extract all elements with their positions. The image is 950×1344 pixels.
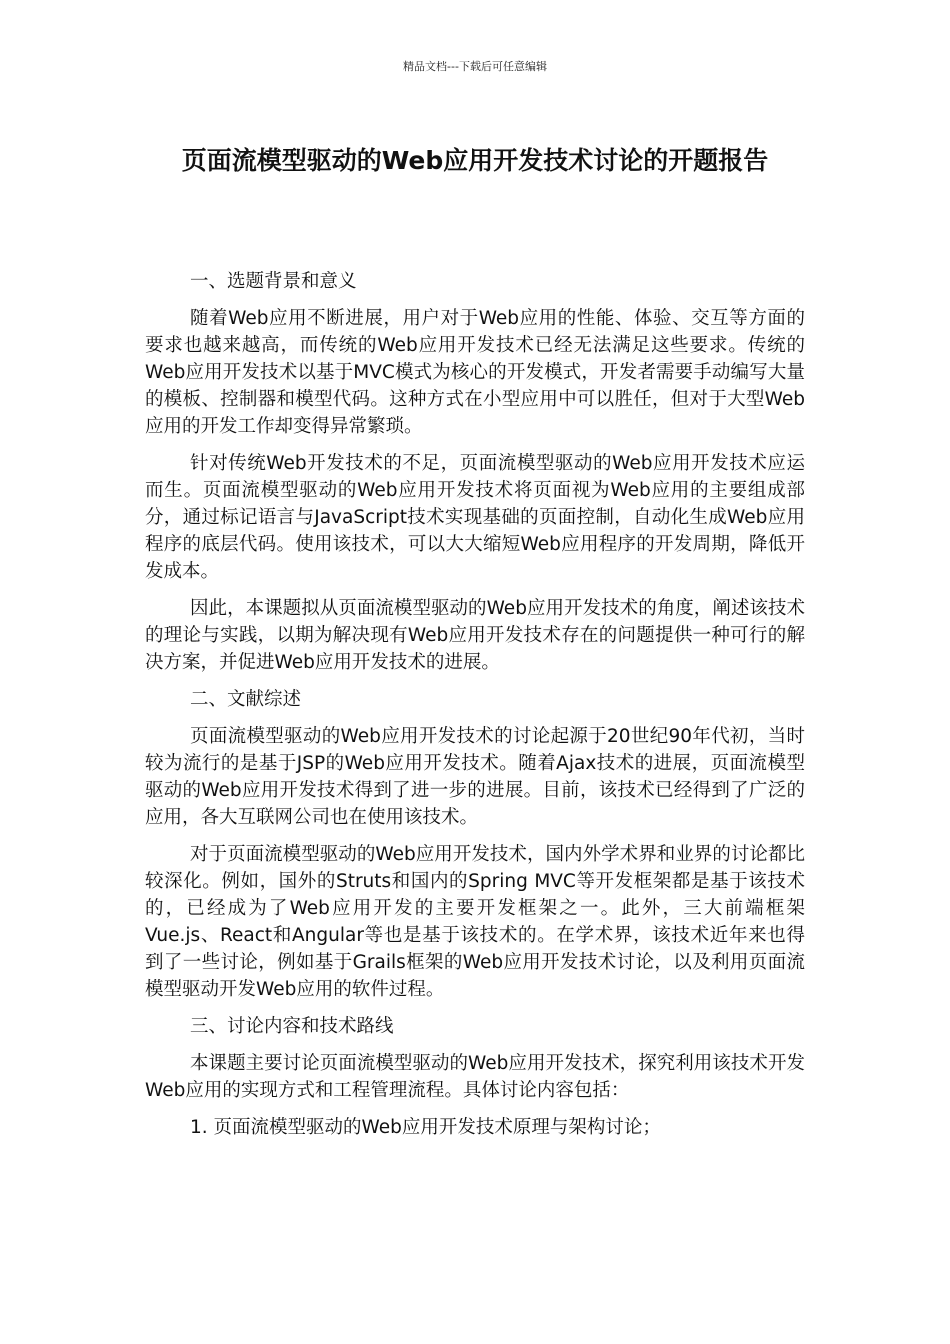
document-title: 页面流模型驱动的Web应用开发技术讨论的开题报告	[181, 146, 769, 175]
section-heading: 二、文献综述	[190, 689, 302, 710]
section-heading: 一、选题背景和意义	[190, 271, 357, 292]
paragraph: 随着Web应用不断进展，用户对于Web应用的性能、体验、交互等方面的要求也越来越高，而传统的Web应用开发技术已经无法满足这些要求。传统的Web应用开发技术以基于MVC模式为核心的开发模式，开发者需要手动编写大量的模板、控制器和模型代码。这种方式在小型应用中可以胜任，但对于大型Web应用的开发工作却变得异常繁琐。	[145, 308, 805, 437]
paragraph: 因此，本课题拟从页面流模型驱动的Web应用开发技术的角度，阐述该技术的理论与实践，以期为解决现有Web应用开发技术存在的问题提供一种可行的解决方案，并促进Web应用开发技术的进展。	[145, 598, 805, 673]
document-body	[145, 268, 805, 1151]
paragraph: 针对传统Web开发技术的不足，页面流模型驱动的Web应用开发技术应运而生。页面流模型驱动的Web应用开发技术将页面视为Web应用的主要组成部分，通过标记语言与JavaScript技术实现基础的页面控制，自动化生成Web应用程序的底层代码。使用该技术，可以大大缩短Web应用程序的开发周期，降低开发成本。	[145, 453, 805, 582]
paragraph: 对于页面流模型驱动的Web应用开发技术，国内外学术界和业界的讨论都比较深化。例如，国外的Struts和国内的Spring MVC等开发框架都是基于该技术的，已经成为了Web应用开发的主要开发框架之一。此外，三大前端框架Vue.js、React和Angular等也是基于该技术的。在学术界，该技术近年来也得到了一些讨论，例如基于Grails框架的Web应用开发技术讨论，以及利用页面流模型驱动开发Web应用的软件过程。	[145, 844, 805, 1000]
paragraph: 页面流模型驱动的Web应用开发技术的讨论起源于20世纪90年代初，当时较为流行的是基于JSP的Web应用开发技术。随着Ajax技术的进展，页面流模型驱动的Web应用开发技术得到了进一步的进展。目前，该技术已经得到了广泛的应用，各大互联网公司也在使用该技术。	[145, 726, 805, 828]
header-note: 精品文档---下载后可任意编辑	[403, 60, 547, 73]
list-item: 1. 页面流模型驱动的Web应用开发技术原理与架构讨论；	[190, 1117, 661, 1138]
section-heading: 三、讨论内容和技术路线	[190, 1016, 394, 1037]
paragraph: 本课题主要讨论页面流模型驱动的Web应用开发技术，探究利用该技术开发Web应用的实现方式和工程管理流程。具体讨论内容包括：	[145, 1053, 805, 1101]
